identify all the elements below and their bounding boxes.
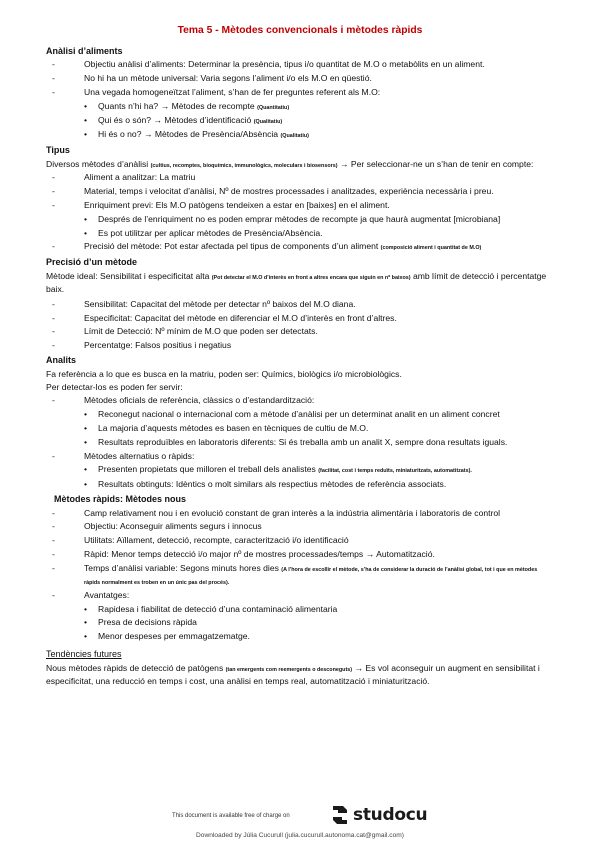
list-item: - Enriquiment previ: Els M.O patògens tendeixen a estar en [baixes] en el aliment. xyxy=(46,199,554,211)
tipus-list xyxy=(46,171,554,253)
paragraph: Diversos mètodes d’anàlisi (cultius, recomptes, bioquímics, immunològics, moleculars i biosensors) → Per seleccionar-ne un s’han de tenir en compte: xyxy=(46,158,534,169)
list-item: • Després de l’enriquiment no es poden emprar mètodes de recompte ja que haurà augmentat [microbiana] xyxy=(46,213,554,225)
page-title: Tema 5 - Mètodes convencionals i mètodes ràpids xyxy=(177,25,423,36)
section-heading-analisi: Anàlisi d’aliments xyxy=(46,45,123,56)
availability-note: This document is available free of charge on xyxy=(172,813,290,819)
list-item: • Resultats reproduïbles en laboratoris diferents: Si és treballa amb un analit X, sempre dona resultats iguals. xyxy=(46,436,554,448)
section-heading-analits: Analits xyxy=(46,355,77,366)
download-note: Downloaded by Júlia Cucurull (julia.cucurull.autonoma.cat@gmail.com) xyxy=(196,832,404,839)
precisio-list xyxy=(46,298,554,352)
list-item: - Objectiu anàlisi d’aliments: Determinar la presència, tipus i/o quantitat de M.O o metabòlits en un aliment. xyxy=(46,58,554,70)
list-item: - Mètodes oficials de referència, clàssics o d’estandardització: xyxy=(46,394,554,406)
list-item: • Menor despeses per emmagatzematge. xyxy=(46,630,554,642)
list-item: - Camp relativament nou i en evolució constant de gran interès a la indústria alimentària i laboratoris de control xyxy=(46,507,554,519)
list-item: - Límit de Detecció: Nº mínim de M.O que poden ser detectats. xyxy=(46,325,554,337)
list-item: • Resultats obtinguts: Idèntics o molt similars als respectius mètodes de referència associats. xyxy=(46,478,554,490)
paragraph: Mètode ideal: Sensibilitat i especificitat alta (Pot detectar el M.O d’interès en front a altres encara que siguin en nº baixos) amb límit de detecció i percentatge baix. xyxy=(46,270,547,294)
studocu-logo-text: studocu xyxy=(353,804,428,825)
section-heading-tendencies: Tendències futures xyxy=(46,649,122,660)
list-item: - Ràpid: Menor temps detecció i/o major nº de mostres processades/temps → Automatització. xyxy=(46,548,554,560)
analits-list xyxy=(46,394,554,489)
list-item: • Rapidesa i fiabilitat de detecció d’una contaminació alimentaria xyxy=(46,603,554,615)
list-item: • Hi és o no? → Mètodes de Presència/Absència (Qualitatiu) xyxy=(46,128,554,141)
list-item: - No hi ha un mètode universal: Varia segons l’aliment i/o els M.O en qüestió. xyxy=(46,72,554,84)
list-item: • Es pot utilitzar per aplicar mètodes de Presència/Absència. xyxy=(46,227,554,239)
list-item: - Especificitat: Capacitat del mètode en diferenciar el M.O d’interès en front d’altres. xyxy=(46,312,554,324)
analisi-list xyxy=(46,58,554,141)
section-heading-tipus: Tipus xyxy=(46,144,70,155)
metodes-rapids-list xyxy=(46,507,554,643)
footer xyxy=(0,796,600,848)
list-item: • Qui és o són? → Mètodes d’identificació (Qualitatiu) xyxy=(46,114,554,127)
paragraph: Per detectar-los es poden fer servir: xyxy=(46,382,183,393)
list-item: • Presa de decisions ràpida xyxy=(46,616,554,628)
list-item: - Sensibilitat: Capacitat del mètode per detectar nº baixos del M.O diana. xyxy=(46,298,554,310)
list-item: • Reconegut nacional o internacional com a mètode d’anàlisi per un determinat analit en un aliment concret xyxy=(46,408,554,420)
list-item: - Una vegada homogeneïtzat l’aliment, s’han de fer preguntes referent als M.O: xyxy=(46,86,554,98)
list-item: • Presenten propietats que milloren el treball dels analistes (facilitat, cost i temps reduïts, miniaturitzats, automatitzats). xyxy=(46,463,554,476)
list-item: - Avantatges: xyxy=(46,589,554,601)
list-item: • Quants n’hi ha? → Mètodes de recompte (Quantitatiu) xyxy=(46,100,554,113)
list-item: - Material, temps i velocitat d’anàlisi, Nº de mostres processades i analitzades, experiència necessària i preu. xyxy=(46,185,554,197)
list-item: - Objectiu: Aconseguir aliments segurs i innocus xyxy=(46,520,554,532)
list-item: - Aliment a analitzar: La matriu xyxy=(46,171,554,183)
section-heading-metodes-rapids: Mètodes ràpids: Mètodes nous xyxy=(54,493,187,504)
list-item: - Precisió del mètode: Pot estar afectada pel tipus de components d’un aliment (composició aliment i quantitat de M.O) xyxy=(46,240,554,253)
section-heading-precisio: Precisió d’un mètode xyxy=(46,257,138,268)
list-item: • La majoria d’aquests mètodes es basen en tècniques de cultiu de M.O. xyxy=(46,422,554,434)
list-item: - Percentatge: Falsos positius i negatius xyxy=(46,339,554,351)
paragraph: Fa referència a lo que es busca en la matriu, poden ser: Químics, biològics i/o microbiològics. xyxy=(46,369,402,380)
list-item: - Mètodes alternatius o ràpids: xyxy=(46,450,554,462)
paragraph: Nous mètodes ràpids de detecció de patògens (tan emergents com reemergents o desconeguts) → Es vol aconseguir un augment en sensibilitat i especificitat, una reducció en temps i cost, una anàlisi en temps real, automatització i miniaturització. xyxy=(46,663,540,686)
studocu-logo-icon xyxy=(330,804,350,826)
studocu-logo[interactable] xyxy=(330,804,427,826)
list-item: - Utilitats: Aïllament, detecció, recompte, caracterització i/o identificació xyxy=(46,534,554,546)
list-item: - Temps d’anàlisi variable: Segons minuts hores dies (A l’hora de escollir el mètode, s’ha de considerar la duració de l’anàlisi global, tot i que en mètodes ràpids normalment es troben en un únic pas del procés). xyxy=(46,562,554,587)
